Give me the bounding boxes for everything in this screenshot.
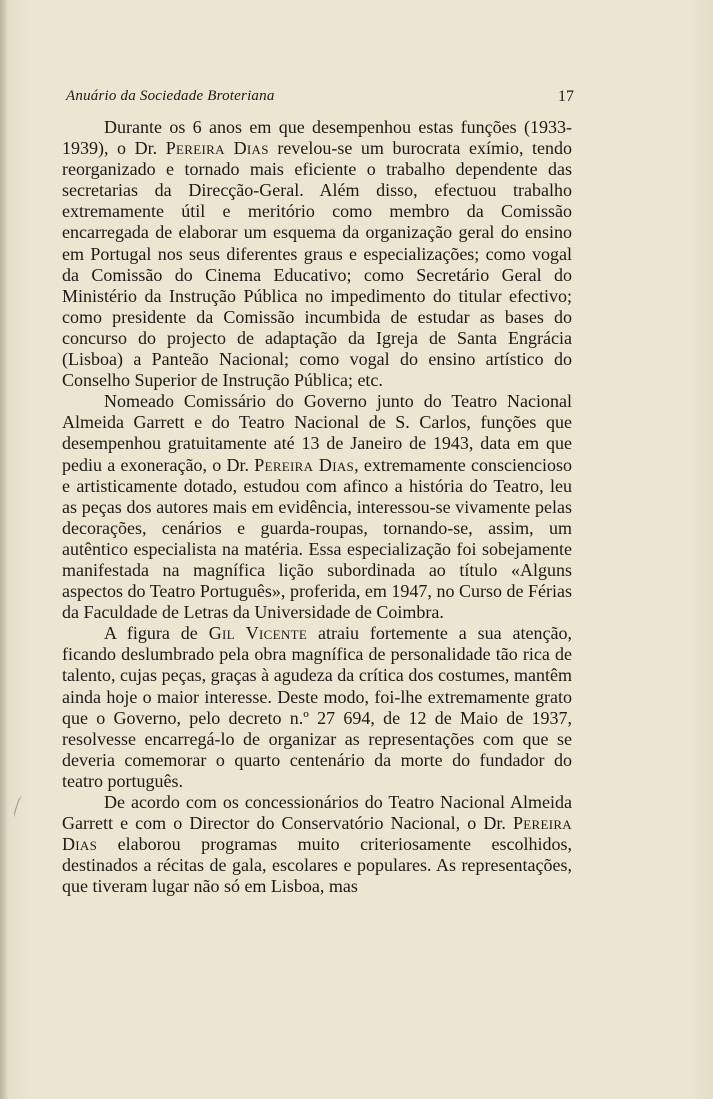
text-run: revelou-se um burocrata exímio, tendo reorganizado e tornado mais eficiente o trabalho dependente das secretarias da Direcção-Geral. Além disso, efectuou trabalho extremamente útil e meritório como membro da Comissão encarregada de elaborar um esquema da organização geral do ensino em Portugal nos seus diferentes graus e especializações; como vogal da Comissão do Cinema Educativo; como Secretário Geral do Ministério da Instrução Pública no impedimento do titular efectivo; como presidente da Comissão incumbida de estudar as bases do concurso do projecto de adaptação da Igreja de Santa Engrácia (Lisboa) a Panteão Nacional; como vogal do ensino artístico do Conselho Superior de Instrução Pública; etc. [62,138,573,391]
text-run: , extremamente consciencioso e artisticamente dotado, estudou com afinco a história do Teatro, leu as peças dos autores mais em evidência, interessou-se vivamente pelas decorações, cenários e guarda-roupas, tornando-se, assim, um autêntico especialista na matéria. Essa especialização foi sobejamente manifestada na magnífica lição subordinada ao título «Alguns aspectos do Teatro Português», proferida, em 1947, no Curso de Férias da Faculdade de Letras da Universidade de Coimbra. [62,454,573,623]
paragraph-4 [62,792,572,897]
running-title: Anuário da Sociedade Broteriana [66,88,275,104]
text-run: Nomeado Comissário do Governo junto do Teatro Nacional Almeida Garrett e do Teatro Nacional de S. Carlos, funções que desempenhou gratuitamente até 13 de Janeiro de 1943, data em que pediu a exoneração, o Dr. [62,391,572,475]
person-name: Pereira Dias [165,138,269,159]
body-text [62,117,572,897]
text-run: De acordo com os concessionários do Teatro Nacional Almeida Garrett e com o Director do Conservatório Nacional, o Dr. [62,792,572,834]
margin-pencil-mark [13,795,26,818]
person-name: Gil Vicente [208,623,308,644]
spine-shadow [0,0,8,1099]
paragraph-3 [62,623,572,792]
paragraph-1 [62,117,572,391]
person-name: Pereira Dias [62,813,572,855]
text-run: Durante os 6 anos em que desempenhou estas funções (1933-1939), o Dr. [62,117,572,159]
paragraph-2 [62,391,572,623]
page-header [66,88,574,110]
person-name: Pereira Dias [254,454,355,475]
text-run: A figura de [104,623,209,644]
text-run: elaborou programas muito criteriosamente escolhidos, destinados a récitas de gala, escolares e populares. As representações, que tiveram lugar não só em Lisboa, mas [62,834,572,897]
text-run: atraiu fortemente a sua atenção, ficando deslumbrado pela obra magnífica de personalidade tão rica de talento, cujas peças, graças à agudeza da crítica dos costumes, mantêm ainda hoje o maior interesse. Deste modo, foi-lhe extremamente grato que o Governo, pelo decreto n.º 27 694, de 12 de Maio de 1937, resolvesse encarregá-lo de organizar as representações com que se deveria comemorar o quarto centenário da morte do fundador do teatro português. [62,623,572,791]
page-number: 17 [558,88,574,105]
